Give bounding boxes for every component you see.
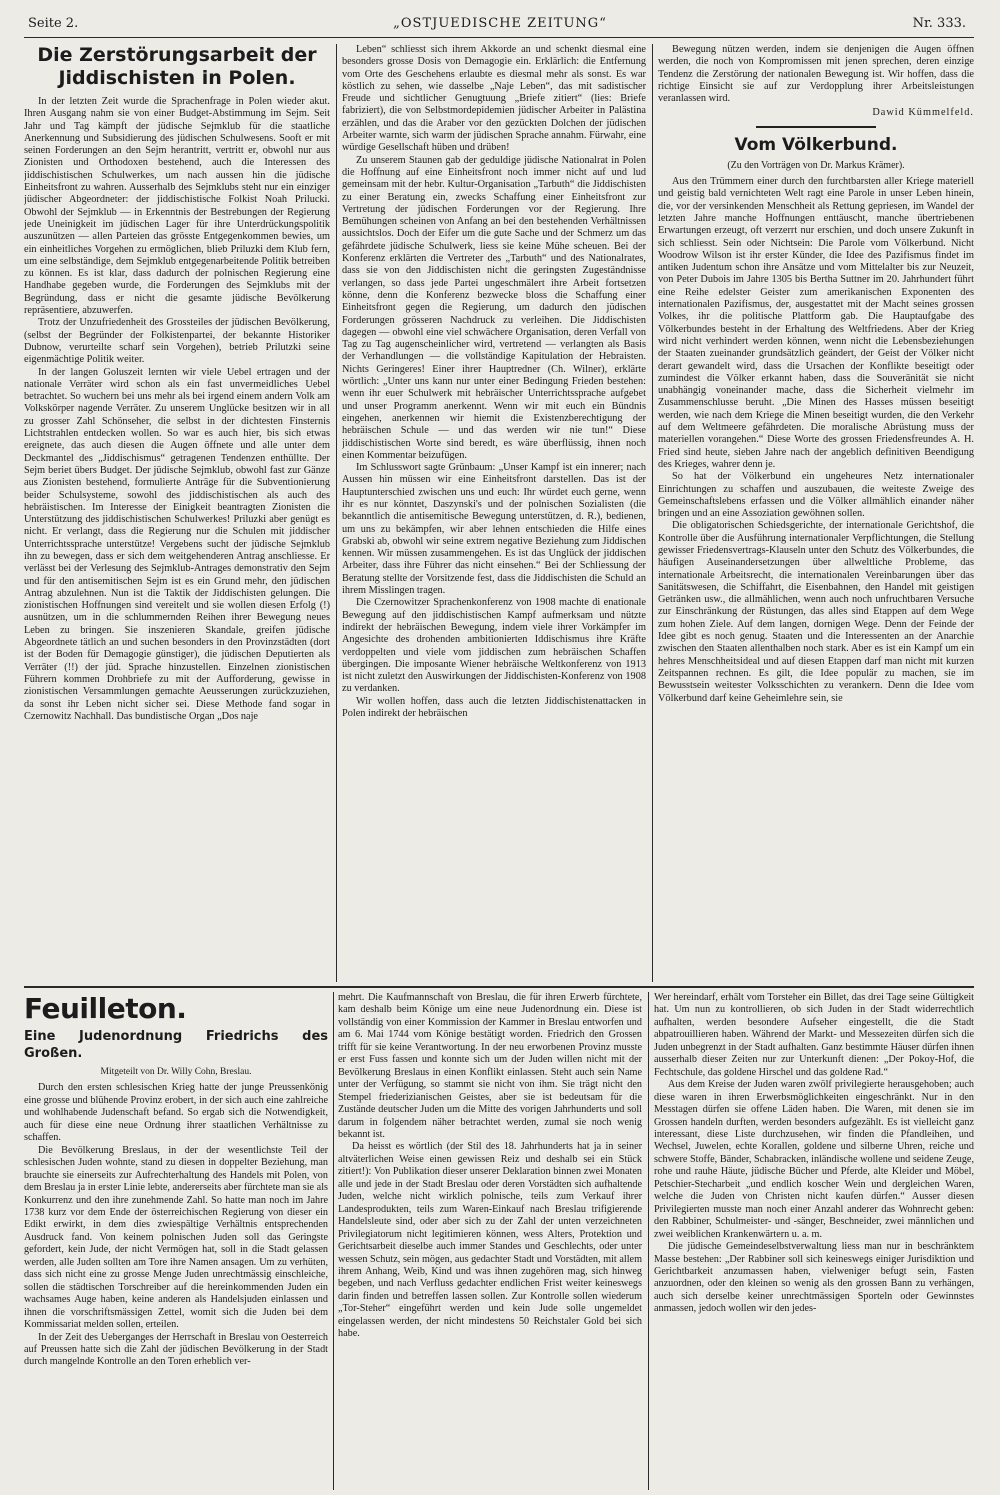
feuilleton-rule	[24, 986, 974, 988]
column-divider	[333, 992, 334, 1490]
article1-paragraph: Im Schlusswort sagte Grünbaum: „Unser Kampf ist ein innerer; nach Aussen hin müssen wir eine Einheitsfront darstellen. Das ist der Hauptunterschied zwischen uns und euch: Ihr würdet euch gerne, wenn ihr es nur könntet, Daszynski's und der polnischen Sozialisten (die bekanntlich die antisemitische Bewegung unterstützen, d. R.), bedienen, um uns zu bekämpfen, wir aber lehnen entschieden die Hilfe eines Grabski ab, obwohl wir seine extrem negative Beziehung zum Jiddischen kennen. Wir müssen zusammengehen. Es ist das Unglück der jiddischen Arbeiter, dass ihre Führer das nicht einsehen.“ Bei der Schliessung der Beratung stellte der Vorsitzende fest, dass die Jiddischisten die Schuld an ihrem Misslingen tragen.	[342, 462, 646, 597]
article1-paragraph: Leben“ schliesst sich ihrem Akkorde an und schenkt diesmal eine besonders grosse Dosis von Demagogie ein. Erklärlich: die Entfernung vom Orte des Geschehens erlaubte es diesmal mehr als sonst. Es war köstlich zu sehen, wie dasselbe „Naje Leben“, das mit sadistischer Freude und sichtlicher Genugtuung „Briefe zitiert“ (lies: Briefe fabriziert), die von Selbstmordepidemien jüdischer Arbeiter in Palästina erzählen, und das die Araber vor den gezückten Dolchen der jüdischen Arbeiter warnte, sich warm der jüdischen Sprache annahm. Fürwahr, eine würdige Gesellschaft hüben und drüben!	[342, 44, 646, 154]
masthead: „OSTJUEDISCHE ZEITUNG“	[393, 16, 607, 31]
feuilleton-paragraph: Die jüdische Gemeindeselbstverwaltung liess man nur in beschränktem Masse bestehen: „Der Rabbiner soll sich keineswegs einiger Jurisdiktion und Gerichtbarkeit anzumassen haben, vielweniger befugt sein, Fasten anzuordnen, oder den kleinen so wenig als den grossen Bann zu verhängen, auch sich derselbe keiner unrechtmässigen Sporteln oder Gewinnstes anmassen, jedoch wollen wir den jedes-	[654, 1241, 974, 1315]
article1-column-3	[658, 44, 974, 982]
column-divider	[648, 992, 649, 1490]
feuilleton-column-3	[654, 992, 974, 1490]
feuilleton-paragraph: In der Zeit des Ueberganges der Herrschaft in Breslau von Oesterreich auf Preussen hatte sich die Zahl der jüdischen Bevölkerung in der Stadt durch mangelnde Kontrolle an den Toren erheblich ver-	[24, 1331, 328, 1368]
article2-title: Vom Völkerbund.	[734, 134, 898, 155]
header-rule	[24, 37, 974, 38]
article2-paragraph: So hat der Völkerbund ein ungeheures Netz internationaler Einrichtungen zu schaffen und auszubauen, die weiteste Zweige des Gemeinschaftslebens erfassen und die Völker allmählich einander näher bringen und an eine Assoziation gewöhnen sollen.	[658, 471, 974, 520]
article1-paragraph: Bewegung nützen werden, indem sie denjenigen die Augen öffnen werden, die noch von Kompromissen mit jenen sprechen, deren einzige Tendenz die Zerstörung der nationalen Bewegung ist. Wir hoffen, dass die richtige Einsicht sie auf zur Verdopplung ihrer Arbeitsleistungen veranlassen wird.	[658, 44, 974, 105]
feuilleton-column-1	[24, 992, 328, 1490]
feuilleton-heading: Feuilleton.	[24, 992, 187, 1025]
article2-paragraph: Aus den Trümmern einer durch den furchtbarsten aller Kriege materiell und geistig bald vernichteten Welt ragt eine Parole in unser Leben hinein, die, vor der versinkenden Menschheit als Rettung gepriesen, im Wandel der letzten Jahre manche Hoffnungen enttäuscht, manche übertriebenen Erwartungen erzeugt, oft verzerrt nur erschien, und doch unsere Zukunft in sich schliesst. Sein oder Nichtsein: Die Parole vom Völkerbund. Nicht Woodrow Wilson ist ihr erster Künder, die Idee des Pazifismus findet im antiken Judentum schon ihre Ansätze und vom Mittelalter bis zur Neuzeit, von Peter Dubois im Jahre 1305 bis Bertha Suttner im 20. Jahrhundert führt eine Reihe edelster Geister zum amerikanischen Exponenten des internationalen Pazifismus, der, ausgestattet mit der Macht seines grossen Volkes, ihr die politische Plattform gab. Die Hauptaufgabe des Völkerbundes besteht in der Erhaltung des Weltfriedens. Aber der Krieg wird nicht verhindert werden können, wenn nicht die Lebensbeziehungen der Staaten zueinander grundsätzlich geändert, der Geist der Völker nicht derart gewandelt wird, dass die Ursachen der Konflikte beseitigt oder zumindest die Völker erkannt haben, dass die Souveränität sie nicht unabhängig voneinander mache, dass die Sicherheit vielmehr im Zusammenschlusse beruht. „Die Minen des Hasses müssen beseitigt werden, wie nach dem Kriege die Minen beseitigt wurden, die den Verkehr auf dem Weltmeere gefährdeten. Die moralische Abrüstung muss der materiellen vorangehen.“ Diese Worte des grossen Friedensfreundes A. H. Fried sind heute, sieben Jahre nach der angeblich definitiven Beendigung des Krieges, wahrer denn je.	[658, 176, 974, 470]
feuilleton-byline: Mitgeteilt von Dr. Willy Cohn, Breslau.	[100, 1067, 252, 1077]
article1-paragraph: Wir wollen hoffen, dass auch die letzten Jiddischistenattacken in Polen indirekt der hebräischen	[342, 695, 646, 720]
article2-subtitle: (Zu den Vorträgen von Dr. Markus Krämer).	[727, 159, 905, 171]
feuilleton-paragraph: Die Bevölkerung Breslaus, in der der wesentlichste Teil der schlesischen Juden wohnte, stand zu diesen in doppelter Beziehung, man brauchte sie einerseits zur Aufrechterhaltung des Handels mit Polen, von dem Breslau ja in erster Linie lebte, andererseits aber fürchtete man sie als Konkurrenz und den ihre zunehmende Zahl. So hatte man noch im Jahre 1738 kurz vor dem Ende der österreichischen Regierung von dieser ein Edikt erwirkt, in dem dies zwiespältige Verhältnis entsprechenden Ausdruck fand. Von keinem polnischen Juden soll das Geringste gefordert, kein Jude, der nicht Vermögen hat, soll in die Stadt gelassen werden, alle Juden sollten am Tore ihre Namen ansagen. Um zu verhüten, dass sich nicht eine zu grosse Menge Juden unrechtmässig einschleiche, sollen die städtischen Torschreiber auf die hereinkommenden Juden ein wachsames Auge haben, keine anderen als Handelsjuden einlassen und ihnen die vorschriftsmässigen Zettel, womit sich die Juden bei dem Kommissariat melden sollen, erteilen.	[24, 1144, 328, 1331]
article1-paragraph: In der letzten Zeit wurde die Sprachenfrage in Polen wieder akut. Ihren Ausgang nahm sie von einer Budget-Abstimmung im Sejm. Seit Jahr und Tag kämpft der jüdische Sejmklub für die staatliche Anerkennung und Subsidierung des jüdischen Schulwesens. Sooft er mit seinen Forderungen an den Sejm herantritt, vertritt er, obwohl nur aus Zionisten und Orthodoxen bestehend, auch die Interessen des jiddischistischen Schulwerkes, um nach aussen hin die jüdische Einheitsfront zu wahren. Ausserhalb des Sejmklubs steht nur ein einziger jüdischer Abgeordneter: der jiddischistische Folkist Noah Prilucki. Obwohl der Sejmklub — in Erkenntnis der Bestrebungen der Regierung jede Uneinigkeit im jüdischen Lager für ihre Unterdrückungspolitik auszunützen — allen Parteien das grösste Entgegenkommen bewies, um ein einheitliches Vorgehen zu ermöglichen, blieb Priluzki dem Klub fern, um eine selbständige, dem Sejmklub entgegenarbeitende Politik betreiben zu können. Es ist klar, dass dadurch der polnischen Regierung eine Handhabe gegeben wurde, die Forderungen des Sejmklubs mit der Begründung, dass er nicht die gesamte jüdische Bevölkerung repräsentiere, abzuwerfen.	[24, 96, 330, 317]
article1-paragraph: In der langen Goluszeit lernten wir viele Uebel ertragen und der nationale Verräter wird schon als ein fast unvermeidliches Uebel betrachtet. So wuchern bei uns mehr als bei irgend einem andern Volk am Volkskörper nagende Verräter. Zu unserem Unglücke besitzen wir in all zu grosser Zahl Schönseher, die selbst in der dichtesten Finsternis Lichtstrahlen entdecken wollen. So war es auch hier, bis sich etwas ereignete, das auch diesen die Augen öffnete und alle unter dem Deckmantel des „Jiddischismus“ getragenen Tendenzen enthüllte. Der Sejm beriet übers Budget. Der jüdische Sejmklub, obwohl fast zur Gänze aus Zionisten bestehend, formulierte Anträge für die Subventionierung beider Schulsysteme, sowohl des jiddischistischen als auch des hebräistischen. Im Interesse der Einigkeit beantragten Zionisten die Unterstützung des jiddischistischen Schulwerkes! Priluzki aber genügt es nicht. Er verlangt, dass die Regierung nur die Schulen mit jiddischer Unterrichtssprache unterstütze! Vergebens sucht der jüdische Sejmklub ihn zu bewegen, dass er sich dem weitgehenderen Antrag anschliesse. Er verlässt bei der Verlesung des Sejmklub-Antrages demonstrativ den Sejm und für den antisemitischen Sejm ist es ein Grund mehr, den jüdischen Antrag abzulehnen. Nun ist die Taktik der Jiddischisten gelungen. Die zionistischen Hoffnungen sind vereitelt und sie wollen diesen Erfolg (!) ausnützen, um in die schlummernden Reihen ihrer Bewegung neues Leben zu bringen. Sie inszenieren Skandale, greifen jüdische Abgeordnete tätlich an und suchen besonders in den Provinzstädten (dort ist der Boden für Demagogie günstiger), die jüdischen Deputierten als Verräter (!!) der jüd. Sprache hinzustellen. Einzelnen zionistischen Führern kommen Drohbriefe zu mit der Aufforderung, gewisse in zionistischen Versammlungen gemachte Aeusserungen zurückzuziehen, da sonst ihr Leben nicht sicher sei. Diese Methode fand sogar in Czernowitz Nachhall. Das bundistische Organ „Dos naje	[24, 366, 330, 722]
article2-paragraph: Die obligatorischen Schiedsgerichte, der internationale Gerichtshof, die Kontrolle über die Ausführung internationaler Verpflichtungen, die Stellung gewisser Friedensvertrags-Klauseln unter den Schutz des Völkerbundes, die häufigen Auseinandersetzungen über allweltliche Probleme, das internationale Arbeitsrecht, die internationalen Vereinbarungen über das Sanitätswesen, die Schiffahrt, die Eisenbahnen, den Handel mit geistigen Getränken usw., die allmählichen, wenn auch noch unfruchtbaren Versuche zur Einschränkung der Rüstungen, das alles sind Etappen auf dem Wege zum hohen Ziele. Auf dem langen, dornigen Wege. Denn der Feinde der Idee gibt es noch genug. Staaten und die Interessenten an der Anarchie zwischen den Staaten allenthalben noch stark. Aber es ist ein Kampf um ein hehres Menschheitsideal und auf diesen Etappen darf man nicht mit kurzen Zeitspannen rechnen. Es gilt, die Idee populär zu machen, sie im Bewusstsein weitester Volksschichten zu verankern. Denn die Idee vom Völkerbund darf keine Geheimlehre sein, sie	[658, 520, 974, 704]
article1-paragraph: Zu unserem Staunen gab der geduldige jüdische Nationalrat in Polen die Hoffnung auf eine Einheitsfront noch immer nicht auf und lud gemeinsam mit der hebr. Kultur-Organisation „Tarbuth“ die Jiddischisten zu einer Beratung ein, zwecks Schaffung einer Einheitsfront zur Vertretung der jüdischen Forderungen vor der Regierung. Ihre Bemühungen scheinen von Anfang an bei den bestehenden Verhältnissen aussichtslos. Doch der Eifer um die gute Sache und der Schmerz um das gefährdete jüdische Schulwerk, liess sie keine Mühe scheuen. Bei der Konferenz erklärten die Vertreter des „Tarbuth“ und des Nationalrates, dass sie von den Jiddischisten nicht die geringsten Zugeständnisse verlangen, so dass jede Partei ungeschmälert ihre Arbeit fortsetzen könne, denn die Konferenz bezwecke bloss die Schaffung einer Einheitsfront gegen die Regierung, um dadurch den jüdischen Forderungen grösseren Nachdruck zu verleihen. Die Jiddischisten dagegen — obwohl eine viel schwächere Organisation, deren Verfall von Tag zu Tag augenscheinlicher wird, vertretend — verlangten als Basis der Verhandlungen — die vollständige Kapitulation der Hebraisten. Nichts Geringeres! Einer ihrer Hauptredner (Ch. Wilner), erklärte wörtlich: „Unter uns kann nur unter einer Bedingung Frieden bestehen: wenn ihr euer Schulwerk mit hebräischer Unterrichtssprache aufgebet und unser Programm anerkennt. Wenn wir mit euch ein Bündnis eingehen, anerkennen wir hiemit die Existenzberechtigung der hebräischen Schule — und das werden wir nie tun!“ Diese jiddischistischen Worte sind beredt, es wäre überflüssig, ihnen noch einen Kommentar beizufügen.	[342, 154, 646, 461]
article1-column-2	[342, 44, 646, 982]
feuilleton-paragraph: Aus dem Kreise der Juden waren zwölf privilegierte herausgehoben; auch diese waren in ihren Erwerbsmöglichkeiten eingeschränkt. Nur in den Messtagen dürfen sie offene Läden haben. Die Waren, mit denen sie im Grossen handeln durften, werden besonders aufgezählt. Es ist vielleicht ganz interessant, diese Liste durchzusehen, wir finden die Pfandleihen, und Wechsel, Juwelen, echte Korallen, goldene und silberne Uhren, reiche und schwere Stoffe, Bänder, Schabracken, inländische wollene und seidene Zeuge, rohe und rauhe Häute, jüdische Bücher und Pferde, alte Kleider und Möbel, Petschier-Stecharbeit „und endlich koscher Wein und dergleichen Waren, welche die Juden von Christen nicht kaufen dürfen.“ Ausser diesen Privilegierten musste man noch einer Anzahl anderer das Wohnrecht geben: den Rabbiner, Schulmeister- und -sänger, Beschneider, zwei männlichen und zwei weiblichen Krankenwärtern u. a. m.	[654, 1079, 974, 1240]
column-divider	[336, 44, 337, 982]
page-number: Seite 2.	[28, 16, 79, 31]
feuilleton-paragraph: Wer hereindarf, erhält vom Torsteher ein Billet, das drei Tage seine Gültigkeit hat. Um nun zu kontrollieren, ob sich Juden in der Stadt widerrechtlich aufhalten, werden besondere Aufseher eingestellt, die die Stadt abpatrouillieren haben. Während der Markt- und Messezeiten dürfen sich die Juden unbegrenzt in der Stadt aufhalten. Ganz bestimmte Häuser dürfen ihnen ausserhalb dieser Zeiten nur zur Unterkunft dienen: „Der Pokoy-Hof, die Fechtschule, das goldene Hirschel und das goldene Rad.“	[654, 992, 974, 1078]
article1-author: Dawid Kümmelfeld.	[872, 107, 974, 119]
article1-title: Die Zerstörungsarbeit der Jiddischisten in Polen.	[37, 44, 317, 89]
feuilleton-title: Eine Judenordnung Friedrichs des Großen.	[24, 1029, 328, 1061]
issue-number: Nr. 333.	[912, 16, 966, 31]
column-divider	[652, 44, 653, 982]
article1-paragraph: Die Czernowitzer Sprachenkonferenz von 1908 machte di enationale Bewegung auf den jiddischistischen Kampf aufmerksam und nützte indirekt der hebräischen Bewegung, indem viele ihrer Vorkämpfer im Angesichte des drohenden ambitionierten Iddischismus ihre Kräfte verdoppelten und viele vom jiddischen zum hebräischen Schaffen übergingen. Die imposante Wiener hebräische Weltkonferenz von 1913 ist nicht zuletzt den Auswirkungen der Jiddischisten-Konferenz von 1908 zu verdanken.	[342, 597, 646, 695]
feuilleton-paragraph: Durch den ersten schlesischen Krieg hatte der junge Preussenkönig eine grosse und blühende Provinz erobert, in der sich auch eine zahlreiche und wohlhabende Judenschaft befand. So ergab sich die Notwendigkeit, auch für diese eine neue Ordnung ihrer staatlichen Verhältnisse zu schaffen.	[24, 1082, 328, 1144]
article1-paragraph: Trotz der Unzufriedenheit des Grossteiles der jüdischen Bevölkerung, (selbst der Begründer der Folkistenpartei, der bekannte Historiker Dubnow, verurteilte scharf sein Vorgehen), betrieb Prilutzki seine eigenmächtige Politik weiter.	[24, 317, 330, 366]
feuilleton-column-2	[338, 992, 642, 1490]
article1-column-1	[24, 44, 330, 982]
feuilleton-paragraph: mehrt. Die Kaufmannschaft von Breslau, die für ihren Erwerb fürchtete, kam deshalb beim Könige um eine neue Judenordnung ein. Diese ist vollständig von einer Kommission der Kammer in Breslau entworfen und am 6. Mai 1744 vom Könige bestätigt worden. Friedrich den Grossen trifft für sie keine Verantwortung. In der neu erworbenen Provinz musste er erst Fuss fassen und konnte sich um der Juden willen nicht mit der Bevölkerung Breslaus in einen Konflikt einlassen. Steht auch sein Name unter der Verfügung, so stammt sie nicht von ihm. Sie trägt nicht den Stempel friederizianischen Geistes, aber sie ist bedeutsam für die Zustände deutscher Juden um die Mitte des vorigen Jahrhunderts und soll darum in folgendem näher betrachtet werden, zumal sie noch wenig bekannt ist.	[338, 992, 642, 1140]
article-separator	[756, 126, 876, 128]
feuilleton-paragraph: Da heisst es wörtlich (der Stil des 18. Jahrhunderts hat ja in seiner altväterlichen Weise einen gewissen Reiz und deshalb sei ein Stück zitiert!): Von Publikation dieser unserer Deklaration binnen zwei Monaten alle und jede in der Stadt Breslau oder deren Vorstädten sich aufhaltende Juden, welche nicht wirklich polnische, teils zum Verkauf ihrer Landesprodukten, teils zum Waren-Einkauf nach Breslau trifigierende Handelsleute sind, oder aber sich zu der Zahl der unten verzeichneten Privilegiatorum nicht legitimieren können, wess Alters, Protektion und Gerichtsarbeit dieselbe auch immer Standes und Geschlechts, oder unter wessen Schutz, sein mögen, aus gedachter Stadt und Vorstädten, mit allem ihrem Anhang, Weib, Kind und was ihnen zugehören mag, sich hinweg begeben, und nach Verfluss gedachter endlichen Frist weiter keineswegs darin finden und betreffen lassen sollen. Zur Kontrolle sollen wiederum „Tor-Steher“ eingeführt werden und kein Jude solle ungemeldet eingelassen werden, der nicht mindestens 50 Reichstaler Gold bei sich habe.	[338, 1141, 642, 1340]
